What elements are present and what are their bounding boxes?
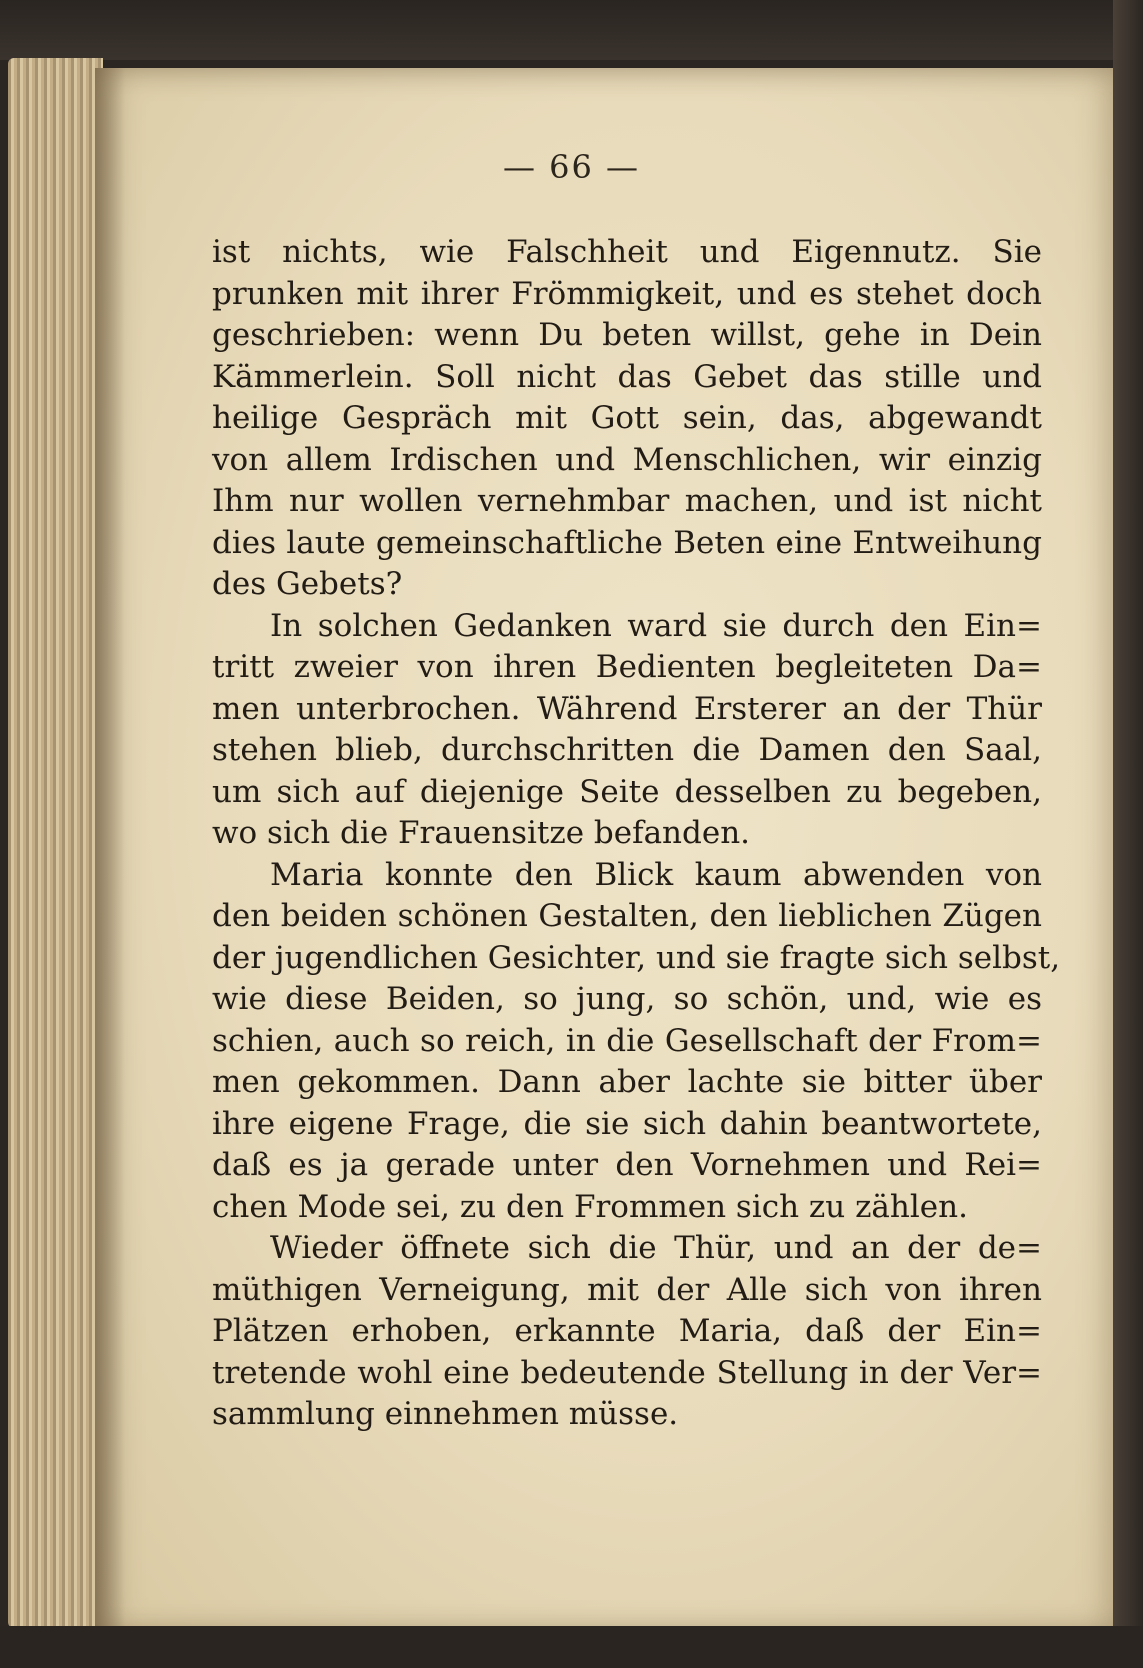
text-line: daß es ja gerade unter den Vornehmen und Rei=	[212, 1147, 1042, 1183]
body-text	[212, 232, 1061, 1436]
text-line: wie diese Beiden, so jung, so schön, und, wie es	[212, 981, 1042, 1017]
text-line: chen Mode sei, zu den Frommen sich zu zählen.	[212, 1188, 968, 1225]
text-line: prunken mit ihrer Frömmigkeit, und es stehet doch	[212, 275, 1042, 312]
text-line: ist nichts, wie Falschheit und Eigennutz. Sie	[212, 234, 1042, 270]
text-line: stehen blieb, durchschritten die Damen den Saal,	[212, 732, 1042, 768]
text-line: den beiden schönen Gestalten, den lieblichen Zügen	[212, 898, 1042, 934]
text-line: men unterbrochen. Während Ersterer an der Thür	[212, 690, 1042, 727]
text-line: ihre eigene Frage, die sie sich dahin beantwortete,	[212, 1105, 1042, 1142]
page-number: — 66 —	[502, 148, 641, 186]
text-line: Ihm nur wollen vernehmbar machen, und ist nicht	[212, 483, 1042, 519]
text-line: der jugendlichen Gesichter, und sie fragte sich selbst,	[212, 939, 1061, 976]
text-line: Plätzen erhoben, erkannte Maria, daß der Ein=	[212, 1313, 1042, 1349]
text-line: sammlung einnehmen müsse.	[212, 1396, 679, 1432]
text-line: tritt zweier von ihren Bedienten begleiteten Da=	[212, 649, 1042, 685]
text-line: von allem Irdischen und Menschlichen, wir einzig	[212, 441, 1042, 478]
text-line: dies laute gemeinschaftliche Beten eine Entweihung	[212, 524, 1042, 561]
book-cover-bottom	[0, 1626, 1143, 1668]
book-cover-top	[0, 0, 1143, 60]
text-line: Maria konnte den Blick kaum abwenden von	[270, 856, 1042, 893]
book-cover-right	[1113, 0, 1143, 1668]
text-line: müthigen Verneigung, mit der Alle sich von ihren	[212, 1271, 1042, 1308]
text-line: des Gebets?	[212, 566, 403, 602]
text-line: schien, auch so reich, in die Gesellschaft der From=	[212, 1022, 1042, 1059]
text-line: Wieder öffnete sich die Thür, und an der de=	[270, 1230, 1042, 1266]
text-line: men gekommen. Dann aber lachte sie bitter über	[212, 1064, 1042, 1100]
text-line: um sich auf diejenige Seite desselben zu begeben,	[212, 773, 1042, 810]
text-line: wo sich die Frauensitze befanden.	[212, 815, 751, 851]
text-line: heilige Gespräch mit Gott sein, das, abgewandt	[212, 400, 1042, 436]
text-line: geschrieben: wenn Du beten willst, gehe in Dein	[212, 317, 1042, 353]
text-line: Kämmerlein. Soll nicht das Gebet das stille und	[212, 358, 1042, 395]
page-gutter-shadow	[95, 68, 125, 1633]
text-line: In solchen Gedanken ward sie durch den Ein=	[270, 607, 1042, 644]
text-line: tretende wohl eine bedeutende Stellung in der Ver=	[212, 1354, 1042, 1391]
page-edges	[8, 58, 103, 1628]
